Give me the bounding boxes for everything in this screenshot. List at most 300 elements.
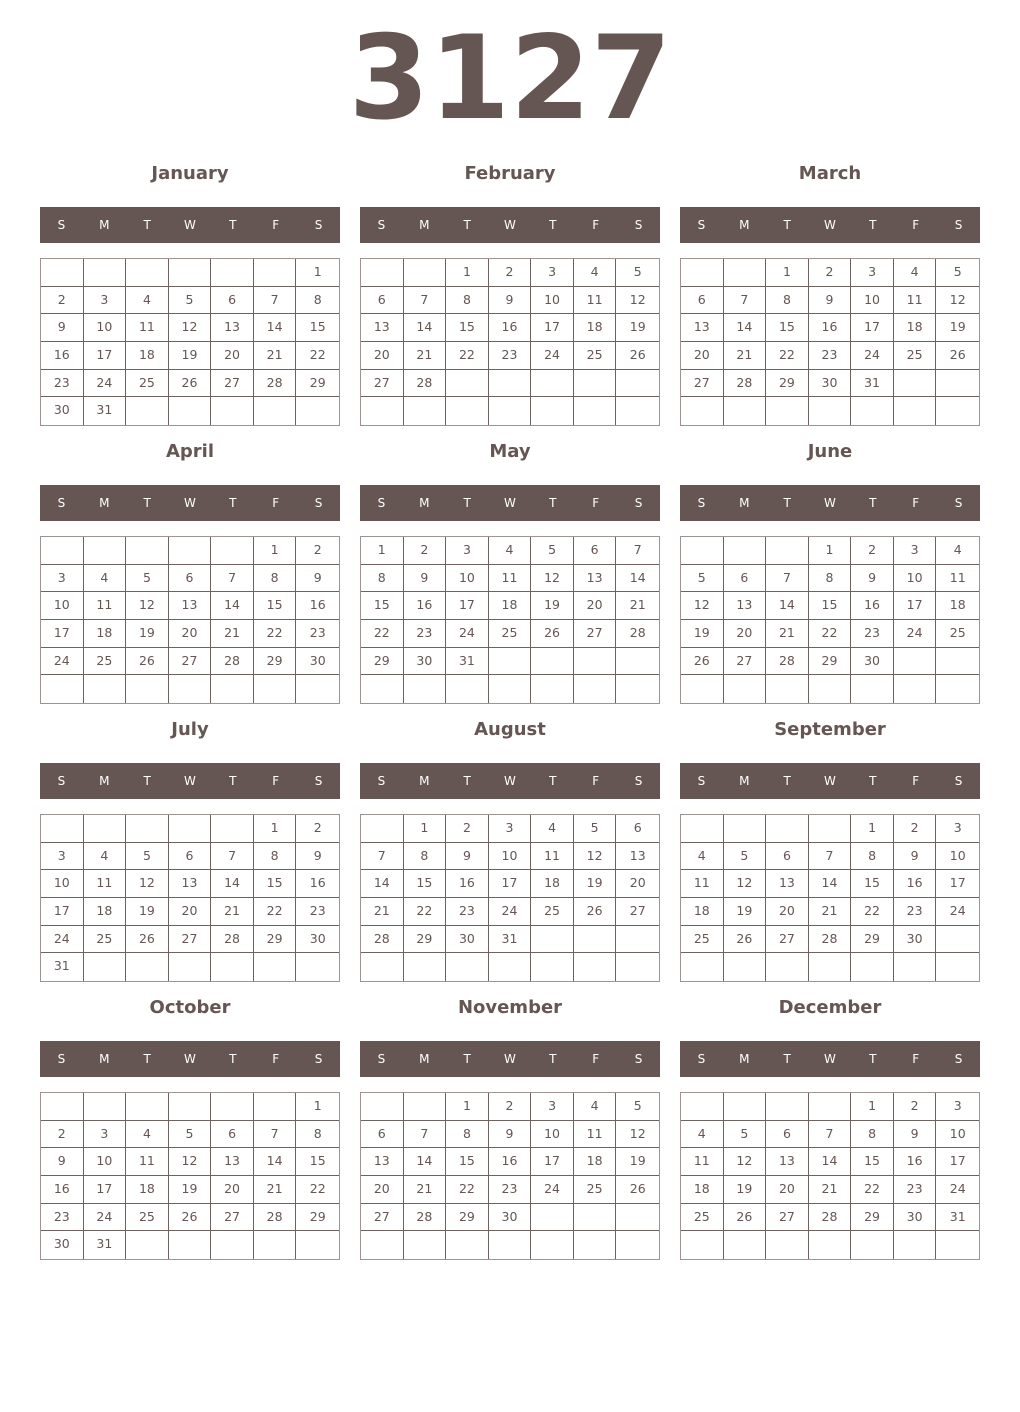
day-cell: 15 bbox=[809, 592, 852, 620]
day-cell: 4 bbox=[894, 259, 937, 287]
day-cell: 19 bbox=[169, 342, 212, 370]
day-cell: 22 bbox=[851, 898, 894, 926]
day-cell: 9 bbox=[489, 287, 532, 315]
day-cell: 13 bbox=[616, 843, 659, 871]
day-cell: 4 bbox=[84, 565, 127, 593]
day-cell: 26 bbox=[936, 342, 979, 370]
day-cell: 6 bbox=[766, 843, 809, 871]
day-cell bbox=[531, 1231, 574, 1259]
day-cell: 28 bbox=[404, 1204, 447, 1232]
day-cell: 24 bbox=[531, 1176, 574, 1204]
day-cell bbox=[211, 259, 254, 287]
day-cell bbox=[616, 675, 659, 703]
weekday-label: T bbox=[143, 1052, 151, 1066]
day-cell: 31 bbox=[84, 1231, 127, 1259]
day-cell bbox=[724, 1093, 767, 1121]
day-cell: 19 bbox=[126, 620, 169, 648]
day-cell bbox=[724, 953, 767, 981]
day-cell: 5 bbox=[616, 1093, 659, 1121]
weekday-label: T bbox=[143, 774, 151, 788]
weekday-label: M bbox=[739, 1052, 750, 1066]
day-cell bbox=[809, 815, 852, 843]
day-cell: 16 bbox=[894, 1148, 937, 1176]
day-cell: 31 bbox=[851, 370, 894, 398]
month-august bbox=[360, 706, 660, 984]
day-cell bbox=[126, 259, 169, 287]
day-cell: 17 bbox=[531, 314, 574, 342]
day-cell bbox=[894, 953, 937, 981]
day-cell: 17 bbox=[84, 342, 127, 370]
day-cell: 14 bbox=[809, 1148, 852, 1176]
day-cell: 15 bbox=[254, 592, 297, 620]
day-cell bbox=[361, 953, 404, 981]
month-november bbox=[360, 984, 660, 1262]
day-cell: 9 bbox=[41, 1148, 84, 1176]
day-cell: 16 bbox=[41, 1176, 84, 1204]
day-cell: 29 bbox=[296, 1204, 339, 1232]
day-cell: 29 bbox=[851, 926, 894, 954]
day-cell: 25 bbox=[84, 648, 127, 676]
day-cell: 17 bbox=[489, 870, 532, 898]
day-cell: 13 bbox=[766, 870, 809, 898]
day-cell: 25 bbox=[84, 926, 127, 954]
month-september bbox=[680, 706, 980, 984]
day-cell bbox=[936, 370, 979, 398]
day-cell: 28 bbox=[254, 1204, 297, 1232]
weekday-label: T bbox=[143, 496, 151, 510]
day-cell: 8 bbox=[809, 565, 852, 593]
day-cell: 10 bbox=[531, 287, 574, 315]
weekday-label: F bbox=[912, 1052, 920, 1066]
day-cell bbox=[766, 1231, 809, 1259]
weekday-label: T bbox=[869, 496, 877, 510]
weekday-label: S bbox=[697, 496, 706, 510]
weekday-label: W bbox=[504, 1052, 516, 1066]
day-cell bbox=[254, 675, 297, 703]
weekday-label: M bbox=[419, 774, 430, 788]
day-cell bbox=[724, 1231, 767, 1259]
day-cell: 7 bbox=[404, 287, 447, 315]
day-cell: 26 bbox=[169, 1204, 212, 1232]
day-cell: 12 bbox=[126, 870, 169, 898]
day-cell: 8 bbox=[446, 1121, 489, 1149]
day-cell: 30 bbox=[41, 1231, 84, 1259]
day-cell: 15 bbox=[361, 592, 404, 620]
day-cell bbox=[489, 397, 532, 425]
day-cell: 22 bbox=[446, 342, 489, 370]
day-cell: 22 bbox=[361, 620, 404, 648]
day-cell: 2 bbox=[894, 1093, 937, 1121]
day-cell bbox=[126, 537, 169, 565]
weekday-label: T bbox=[783, 218, 791, 232]
day-cell: 12 bbox=[616, 1121, 659, 1149]
day-cell: 8 bbox=[766, 287, 809, 315]
day-cell: 21 bbox=[616, 592, 659, 620]
day-cell: 27 bbox=[574, 620, 617, 648]
day-cell: 3 bbox=[84, 287, 127, 315]
day-cell bbox=[809, 675, 852, 703]
day-cell: 17 bbox=[446, 592, 489, 620]
day-cell: 6 bbox=[574, 537, 617, 565]
day-cell: 13 bbox=[681, 314, 724, 342]
weekday-label: F bbox=[912, 774, 920, 788]
day-cell: 4 bbox=[681, 843, 724, 871]
day-cell: 24 bbox=[84, 370, 127, 398]
weekday-label: W bbox=[184, 496, 196, 510]
day-cell: 23 bbox=[41, 370, 84, 398]
day-cell bbox=[361, 259, 404, 287]
day-cell: 10 bbox=[446, 565, 489, 593]
day-cell: 14 bbox=[254, 314, 297, 342]
day-cell: 5 bbox=[936, 259, 979, 287]
weekday-label: T bbox=[463, 774, 471, 788]
day-cell: 6 bbox=[169, 843, 212, 871]
day-cell: 8 bbox=[404, 843, 447, 871]
weekday-header bbox=[680, 1041, 980, 1077]
day-cell bbox=[169, 259, 212, 287]
day-cell: 11 bbox=[126, 1148, 169, 1176]
day-cell bbox=[404, 259, 447, 287]
day-cell: 21 bbox=[809, 898, 852, 926]
day-cell: 7 bbox=[766, 565, 809, 593]
day-cell: 7 bbox=[211, 843, 254, 871]
day-cell bbox=[254, 953, 297, 981]
day-grid bbox=[360, 1092, 660, 1260]
day-cell: 24 bbox=[446, 620, 489, 648]
day-cell: 18 bbox=[126, 1176, 169, 1204]
day-cell bbox=[616, 648, 659, 676]
day-cell: 18 bbox=[531, 870, 574, 898]
weekday-label: T bbox=[549, 496, 557, 510]
day-cell: 29 bbox=[766, 370, 809, 398]
month-title: April bbox=[165, 441, 215, 462]
day-cell bbox=[766, 675, 809, 703]
day-cell bbox=[766, 953, 809, 981]
day-cell: 9 bbox=[894, 843, 937, 871]
day-cell: 20 bbox=[169, 898, 212, 926]
day-cell: 24 bbox=[84, 1204, 127, 1232]
day-cell: 12 bbox=[724, 870, 767, 898]
day-cell bbox=[936, 926, 979, 954]
weekday-label: T bbox=[549, 218, 557, 232]
day-cell: 27 bbox=[211, 1204, 254, 1232]
day-cell: 3 bbox=[489, 815, 532, 843]
month-december bbox=[680, 984, 980, 1262]
day-cell: 10 bbox=[41, 870, 84, 898]
day-cell: 14 bbox=[361, 870, 404, 898]
day-cell bbox=[531, 926, 574, 954]
day-cell: 29 bbox=[296, 370, 339, 398]
day-cell: 22 bbox=[851, 1176, 894, 1204]
weekday-label: M bbox=[99, 496, 110, 510]
day-cell: 30 bbox=[296, 926, 339, 954]
day-cell: 26 bbox=[574, 898, 617, 926]
day-cell bbox=[126, 1231, 169, 1259]
day-cell: 27 bbox=[361, 370, 404, 398]
day-cell bbox=[41, 259, 84, 287]
day-cell: 9 bbox=[894, 1121, 937, 1149]
weekday-label: W bbox=[824, 218, 836, 232]
day-cell: 13 bbox=[361, 1148, 404, 1176]
day-cell: 24 bbox=[851, 342, 894, 370]
day-cell: 17 bbox=[84, 1176, 127, 1204]
day-cell: 2 bbox=[404, 537, 447, 565]
day-cell bbox=[489, 648, 532, 676]
day-grid bbox=[360, 258, 660, 426]
day-cell: 12 bbox=[531, 565, 574, 593]
day-cell: 31 bbox=[446, 648, 489, 676]
month-title: March bbox=[798, 163, 862, 184]
weekday-label: S bbox=[314, 1052, 323, 1066]
day-cell: 28 bbox=[211, 648, 254, 676]
weekday-header bbox=[360, 485, 660, 521]
year-title: 3127 bbox=[348, 11, 672, 146]
day-cell bbox=[531, 675, 574, 703]
day-cell: 22 bbox=[766, 342, 809, 370]
day-cell bbox=[404, 953, 447, 981]
day-cell bbox=[936, 675, 979, 703]
day-cell: 15 bbox=[766, 314, 809, 342]
month-title: June bbox=[807, 441, 853, 462]
day-cell: 20 bbox=[616, 870, 659, 898]
day-cell: 23 bbox=[809, 342, 852, 370]
day-cell bbox=[851, 397, 894, 425]
day-cell: 16 bbox=[41, 342, 84, 370]
day-cell: 16 bbox=[489, 1148, 532, 1176]
day-cell bbox=[681, 537, 724, 565]
day-cell: 3 bbox=[936, 815, 979, 843]
day-cell bbox=[681, 1231, 724, 1259]
day-cell: 7 bbox=[254, 1121, 297, 1149]
day-cell bbox=[531, 1204, 574, 1232]
day-cell: 16 bbox=[489, 314, 532, 342]
day-cell bbox=[531, 648, 574, 676]
day-cell: 25 bbox=[894, 342, 937, 370]
day-cell bbox=[296, 953, 339, 981]
day-cell bbox=[489, 370, 532, 398]
day-cell: 9 bbox=[851, 565, 894, 593]
day-cell: 1 bbox=[446, 1093, 489, 1121]
day-cell: 23 bbox=[489, 1176, 532, 1204]
day-cell: 11 bbox=[894, 287, 937, 315]
day-cell: 4 bbox=[126, 1121, 169, 1149]
day-cell bbox=[84, 815, 127, 843]
day-cell: 16 bbox=[296, 592, 339, 620]
day-cell: 24 bbox=[531, 342, 574, 370]
day-cell: 1 bbox=[851, 1093, 894, 1121]
day-cell: 5 bbox=[681, 565, 724, 593]
day-cell bbox=[446, 953, 489, 981]
day-grid bbox=[40, 536, 340, 704]
day-cell: 16 bbox=[809, 314, 852, 342]
day-cell bbox=[724, 537, 767, 565]
month-title: January bbox=[151, 163, 229, 184]
day-cell: 18 bbox=[84, 620, 127, 648]
day-cell: 14 bbox=[211, 870, 254, 898]
day-cell bbox=[809, 1231, 852, 1259]
day-cell: 30 bbox=[296, 648, 339, 676]
day-cell: 26 bbox=[681, 648, 724, 676]
day-cell: 15 bbox=[446, 1148, 489, 1176]
day-cell: 18 bbox=[681, 1176, 724, 1204]
day-cell: 8 bbox=[254, 565, 297, 593]
weekday-label: S bbox=[57, 774, 66, 788]
day-cell: 31 bbox=[84, 397, 127, 425]
day-cell bbox=[84, 675, 127, 703]
day-cell bbox=[211, 953, 254, 981]
weekday-label: W bbox=[504, 218, 516, 232]
day-grid bbox=[680, 814, 980, 982]
day-cell: 3 bbox=[936, 1093, 979, 1121]
weekday-label: S bbox=[697, 1052, 706, 1066]
day-cell bbox=[574, 1204, 617, 1232]
day-cell: 14 bbox=[254, 1148, 297, 1176]
day-cell: 16 bbox=[404, 592, 447, 620]
day-cell bbox=[681, 1093, 724, 1121]
day-cell bbox=[574, 397, 617, 425]
day-cell: 8 bbox=[446, 287, 489, 315]
day-cell: 2 bbox=[41, 1121, 84, 1149]
day-cell: 6 bbox=[361, 1121, 404, 1149]
day-cell: 15 bbox=[851, 1148, 894, 1176]
day-cell: 1 bbox=[254, 815, 297, 843]
day-cell bbox=[41, 1093, 84, 1121]
day-cell: 10 bbox=[851, 287, 894, 315]
day-cell bbox=[574, 1231, 617, 1259]
day-cell bbox=[254, 1093, 297, 1121]
day-cell: 23 bbox=[404, 620, 447, 648]
day-cell: 11 bbox=[84, 870, 127, 898]
day-cell: 17 bbox=[531, 1148, 574, 1176]
weekday-label: S bbox=[954, 496, 963, 510]
weekday-label: T bbox=[783, 774, 791, 788]
day-cell bbox=[446, 675, 489, 703]
day-cell bbox=[574, 648, 617, 676]
day-cell: 27 bbox=[724, 648, 767, 676]
weekday-label: F bbox=[272, 1052, 280, 1066]
day-cell: 19 bbox=[531, 592, 574, 620]
weekday-header bbox=[680, 207, 980, 243]
day-cell: 20 bbox=[211, 1176, 254, 1204]
day-cell: 12 bbox=[616, 287, 659, 315]
day-cell: 29 bbox=[404, 926, 447, 954]
day-cell bbox=[851, 953, 894, 981]
weekday-header bbox=[40, 207, 340, 243]
day-cell: 4 bbox=[681, 1121, 724, 1149]
day-cell bbox=[126, 397, 169, 425]
day-cell bbox=[126, 1093, 169, 1121]
day-cell: 15 bbox=[446, 314, 489, 342]
weekday-label: F bbox=[912, 496, 920, 510]
day-cell: 12 bbox=[169, 314, 212, 342]
day-cell: 26 bbox=[531, 620, 574, 648]
day-cell bbox=[574, 953, 617, 981]
weekday-label: S bbox=[954, 774, 963, 788]
day-cell: 7 bbox=[809, 843, 852, 871]
day-cell: 12 bbox=[681, 592, 724, 620]
day-cell: 10 bbox=[894, 565, 937, 593]
month-october bbox=[40, 984, 340, 1262]
day-cell: 10 bbox=[531, 1121, 574, 1149]
month-title: December bbox=[778, 997, 882, 1018]
weekday-header bbox=[360, 763, 660, 799]
weekday-label: M bbox=[419, 1052, 430, 1066]
day-cell: 13 bbox=[724, 592, 767, 620]
day-cell: 15 bbox=[404, 870, 447, 898]
day-cell: 14 bbox=[809, 870, 852, 898]
day-cell bbox=[211, 397, 254, 425]
day-cell: 17 bbox=[936, 870, 979, 898]
day-cell: 13 bbox=[169, 592, 212, 620]
weekday-label: T bbox=[463, 218, 471, 232]
day-cell: 29 bbox=[446, 1204, 489, 1232]
day-cell: 20 bbox=[766, 898, 809, 926]
day-cell: 31 bbox=[936, 1204, 979, 1232]
day-cell: 27 bbox=[361, 1204, 404, 1232]
day-cell bbox=[489, 675, 532, 703]
day-cell bbox=[531, 370, 574, 398]
day-cell: 4 bbox=[574, 1093, 617, 1121]
day-cell bbox=[574, 675, 617, 703]
day-cell: 12 bbox=[724, 1148, 767, 1176]
day-cell: 17 bbox=[936, 1148, 979, 1176]
day-cell: 27 bbox=[766, 1204, 809, 1232]
day-cell: 24 bbox=[41, 926, 84, 954]
day-cell: 5 bbox=[169, 287, 212, 315]
day-cell: 29 bbox=[809, 648, 852, 676]
day-cell bbox=[681, 953, 724, 981]
day-cell bbox=[574, 926, 617, 954]
day-cell bbox=[126, 675, 169, 703]
day-cell: 19 bbox=[616, 1148, 659, 1176]
weekday-label: M bbox=[99, 774, 110, 788]
month-march bbox=[680, 150, 980, 428]
month-july bbox=[40, 706, 340, 984]
day-cell: 6 bbox=[211, 287, 254, 315]
day-cell bbox=[361, 1231, 404, 1259]
day-cell: 1 bbox=[809, 537, 852, 565]
day-cell: 4 bbox=[126, 287, 169, 315]
day-cell bbox=[404, 675, 447, 703]
month-title: August bbox=[474, 719, 546, 740]
day-cell bbox=[724, 397, 767, 425]
day-cell bbox=[84, 537, 127, 565]
weekday-label: S bbox=[377, 496, 386, 510]
day-cell: 20 bbox=[681, 342, 724, 370]
day-cell: 14 bbox=[404, 314, 447, 342]
day-cell: 25 bbox=[126, 1204, 169, 1232]
day-cell bbox=[616, 397, 659, 425]
day-cell: 15 bbox=[296, 1148, 339, 1176]
day-cell bbox=[766, 397, 809, 425]
day-cell: 11 bbox=[531, 843, 574, 871]
weekday-label: S bbox=[634, 1052, 643, 1066]
day-cell: 29 bbox=[254, 926, 297, 954]
day-cell: 18 bbox=[126, 342, 169, 370]
day-cell: 7 bbox=[809, 1121, 852, 1149]
day-cell: 23 bbox=[41, 1204, 84, 1232]
day-cell: 20 bbox=[574, 592, 617, 620]
day-cell: 10 bbox=[84, 1148, 127, 1176]
day-grid bbox=[40, 1092, 340, 1260]
day-cell bbox=[446, 397, 489, 425]
month-june bbox=[680, 428, 980, 706]
weekday-label: S bbox=[377, 218, 386, 232]
day-cell bbox=[489, 953, 532, 981]
day-cell bbox=[211, 537, 254, 565]
day-cell: 1 bbox=[296, 259, 339, 287]
day-cell: 11 bbox=[84, 592, 127, 620]
